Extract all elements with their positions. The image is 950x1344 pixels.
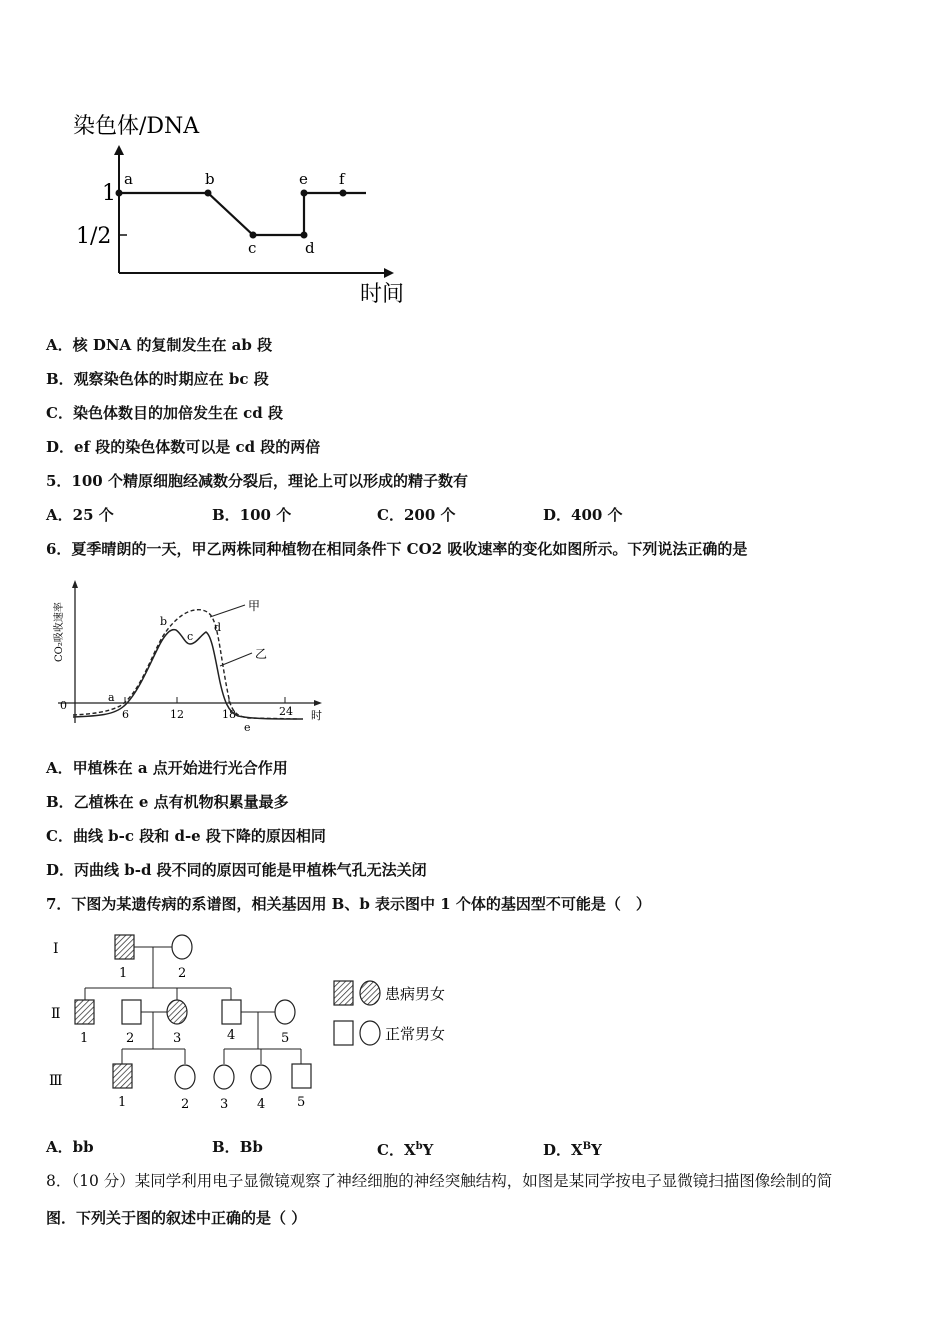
q7-II2-male bbox=[122, 1000, 141, 1024]
q7-option-c-sup: b bbox=[415, 1141, 423, 1152]
q4-tick-label-1: 1 bbox=[102, 181, 116, 206]
q7-stem: 7．下图为某遗传病的系谱图，相关基因用 B、b 表示图中 1 个体的基因型不可能是（ ） bbox=[46, 895, 651, 913]
q7-option-c[interactable] bbox=[377, 1137, 433, 1160]
q7-III2-female bbox=[175, 1065, 195, 1089]
q5-option-d[interactable]: D．400 个 bbox=[543, 506, 623, 524]
q7-legend-normal-label: 正常男女 bbox=[385, 1025, 446, 1043]
q6-tick-0: 0 bbox=[60, 699, 67, 712]
q5-option-a[interactable]: A．25 个 bbox=[46, 506, 114, 524]
q4-label-a: a bbox=[124, 170, 133, 188]
q7-option-a[interactable] bbox=[46, 1137, 94, 1157]
q6-leader-yi bbox=[220, 653, 252, 666]
q4-point-b bbox=[205, 190, 212, 197]
q7-pedigree bbox=[45, 925, 465, 1125]
q4-x-label: 时间 bbox=[360, 282, 405, 307]
q7-option-d-letter: D． bbox=[543, 1141, 572, 1159]
q7-III3-num: 3 bbox=[220, 1097, 229, 1112]
q7-III3-female bbox=[214, 1065, 234, 1089]
q6-tick-24: 24 bbox=[279, 705, 293, 718]
q4-option-a[interactable]: A．核 DNA 的复制发生在 ab 段 bbox=[46, 336, 273, 354]
q6-tick-12: 12 bbox=[170, 708, 184, 721]
q7-I2-female bbox=[172, 935, 192, 959]
q4-y-label: 染色体/DNA bbox=[73, 114, 200, 139]
q4-point-e bbox=[301, 190, 308, 197]
q4-x-arrow bbox=[384, 268, 394, 278]
q4-label-f: f bbox=[339, 170, 345, 188]
q7-legend-affected-label: 患病男女 bbox=[385, 985, 446, 1003]
q6-option-a[interactable]: A．甲植株在 a 点开始进行光合作用 bbox=[46, 759, 288, 777]
q4-label-c: c bbox=[248, 239, 257, 257]
q7-II2-num: 2 bbox=[126, 1031, 135, 1046]
q4-option-c[interactable]: C．染色体数目的加倍发生在 cd 段 bbox=[46, 404, 284, 422]
q7-option-c-letter: C． bbox=[377, 1141, 404, 1159]
q6-label-c: c bbox=[187, 630, 194, 643]
q7-gen-1: Ⅰ bbox=[53, 941, 59, 957]
q7-II1-affected-male bbox=[75, 1000, 94, 1024]
q7-II4-male bbox=[222, 1000, 241, 1024]
q7-option-d[interactable] bbox=[543, 1137, 602, 1160]
q4-tick-label-half: 1/2 bbox=[76, 224, 112, 249]
q7-option-b-text: Bb bbox=[239, 1138, 263, 1156]
q7-legend-normal-male bbox=[334, 1021, 353, 1045]
q7-II5-female bbox=[275, 1000, 295, 1024]
q4-label-e: e bbox=[299, 170, 308, 188]
q4-series-line bbox=[119, 193, 366, 235]
q7-II4-num: 4 bbox=[227, 1028, 236, 1043]
q7-option-d-tail: Y bbox=[591, 1141, 602, 1159]
q6-option-b[interactable]: B．乙植株在 e 点有机物积累量最多 bbox=[46, 793, 289, 811]
q6-label-e: e bbox=[244, 721, 251, 734]
q4-point-f bbox=[340, 190, 347, 197]
q7-II5-num: 5 bbox=[281, 1031, 290, 1046]
q7-III1-num: 1 bbox=[118, 1095, 127, 1110]
q6-label-a: a bbox=[108, 691, 115, 704]
q7-gen-2: Ⅱ bbox=[51, 1006, 61, 1022]
q6-tick-6: 6 bbox=[122, 708, 129, 721]
q4-point-d bbox=[301, 232, 308, 239]
q7-I2-num: 2 bbox=[178, 966, 187, 981]
q7-III2-num: 2 bbox=[181, 1097, 190, 1112]
q4-y-arrow bbox=[114, 145, 124, 155]
q7-legend-affected-female bbox=[360, 981, 380, 1005]
q7-II3-affected-female bbox=[167, 1000, 187, 1024]
q5-options bbox=[46, 505, 906, 525]
q6-option-d[interactable]: D．丙曲线 b-d 段不同的原因可能是甲植株气孔无法关闭 bbox=[46, 861, 427, 879]
q8-stem-line-2: 图．下列关于图的叙述中正确的是（ ） bbox=[46, 1209, 307, 1227]
q4-point-a bbox=[116, 190, 123, 197]
q6-legend-yi: 乙 bbox=[255, 647, 268, 661]
q7-legend-affected-male bbox=[334, 981, 353, 1005]
q7-option-d-sup: B bbox=[582, 1141, 592, 1152]
q6-chart bbox=[48, 578, 338, 738]
q6-legend-jia: 甲 bbox=[248, 599, 261, 613]
q7-option-c-base: X bbox=[403, 1141, 416, 1159]
q6-label-b: b bbox=[160, 615, 168, 628]
q7-I1-affected-male bbox=[115, 935, 134, 959]
q6-label-d: d bbox=[214, 621, 222, 634]
q5-option-b[interactable]: B．100 个 bbox=[212, 506, 292, 524]
q8-stem-line-1: 8．（10 分）某同学利用电子显微镜观察了神经细胞的神经突触结构，如图是某同学按电子显微镜扫描图像绘制的简 bbox=[46, 1172, 833, 1190]
q6-tick-18: 18 bbox=[222, 708, 236, 721]
q7-I1-num: 1 bbox=[119, 966, 128, 981]
q5-stem: 5．100 个精原细胞经减数分裂后，理论上可以形成的精子数有 bbox=[46, 472, 468, 490]
q7-options bbox=[46, 1137, 906, 1157]
q6-option-c[interactable]: C．曲线 b-c 段和 d-e 段下降的原因相同 bbox=[46, 827, 326, 845]
q7-III4-num: 4 bbox=[257, 1097, 266, 1112]
q6-stem: 6．夏季晴朗的一天，甲乙两株同种植物在相同条件下 CO2 吸收速率的变化如图所示。下列说法正确的是 bbox=[46, 540, 748, 558]
q7-gen-3: Ⅲ bbox=[49, 1073, 63, 1089]
q4-label-d: d bbox=[305, 239, 315, 257]
q4-option-b[interactable]: B．观察染色体的时期应在 bc 段 bbox=[46, 370, 269, 388]
q4-chart bbox=[60, 105, 420, 315]
q6-x-label: 时 bbox=[311, 709, 322, 722]
q7-II3-num: 3 bbox=[173, 1031, 182, 1046]
q7-option-b[interactable] bbox=[212, 1137, 263, 1157]
q7-III1-affected-male bbox=[113, 1064, 132, 1088]
q7-III5-num: 5 bbox=[297, 1095, 306, 1110]
q7-III5-male bbox=[292, 1064, 311, 1088]
q6-x-arrow bbox=[314, 700, 322, 706]
q7-option-a-letter: A． bbox=[46, 1138, 73, 1156]
q6-y-label: CO₂吸收速率 bbox=[54, 602, 65, 662]
q7-III4-female bbox=[251, 1065, 271, 1089]
q6-y-arrow bbox=[72, 580, 78, 588]
q7-option-c-tail: Y bbox=[422, 1141, 434, 1159]
q7-option-a-text: bb bbox=[72, 1138, 94, 1156]
q4-label-b: b bbox=[205, 170, 215, 188]
q7-legend-normal-female bbox=[360, 1021, 380, 1045]
q7-option-d-base: X bbox=[571, 1141, 583, 1159]
q5-option-c[interactable]: C．200 个 bbox=[377, 506, 456, 524]
q4-point-c bbox=[250, 232, 257, 239]
q7-option-b-letter: B． bbox=[212, 1138, 240, 1156]
q7-II1-num: 1 bbox=[80, 1031, 89, 1046]
q6-leader-jia bbox=[210, 605, 245, 617]
q4-option-d[interactable]: D．ef 段的染色体数可以是 cd 段的两倍 bbox=[46, 438, 321, 456]
